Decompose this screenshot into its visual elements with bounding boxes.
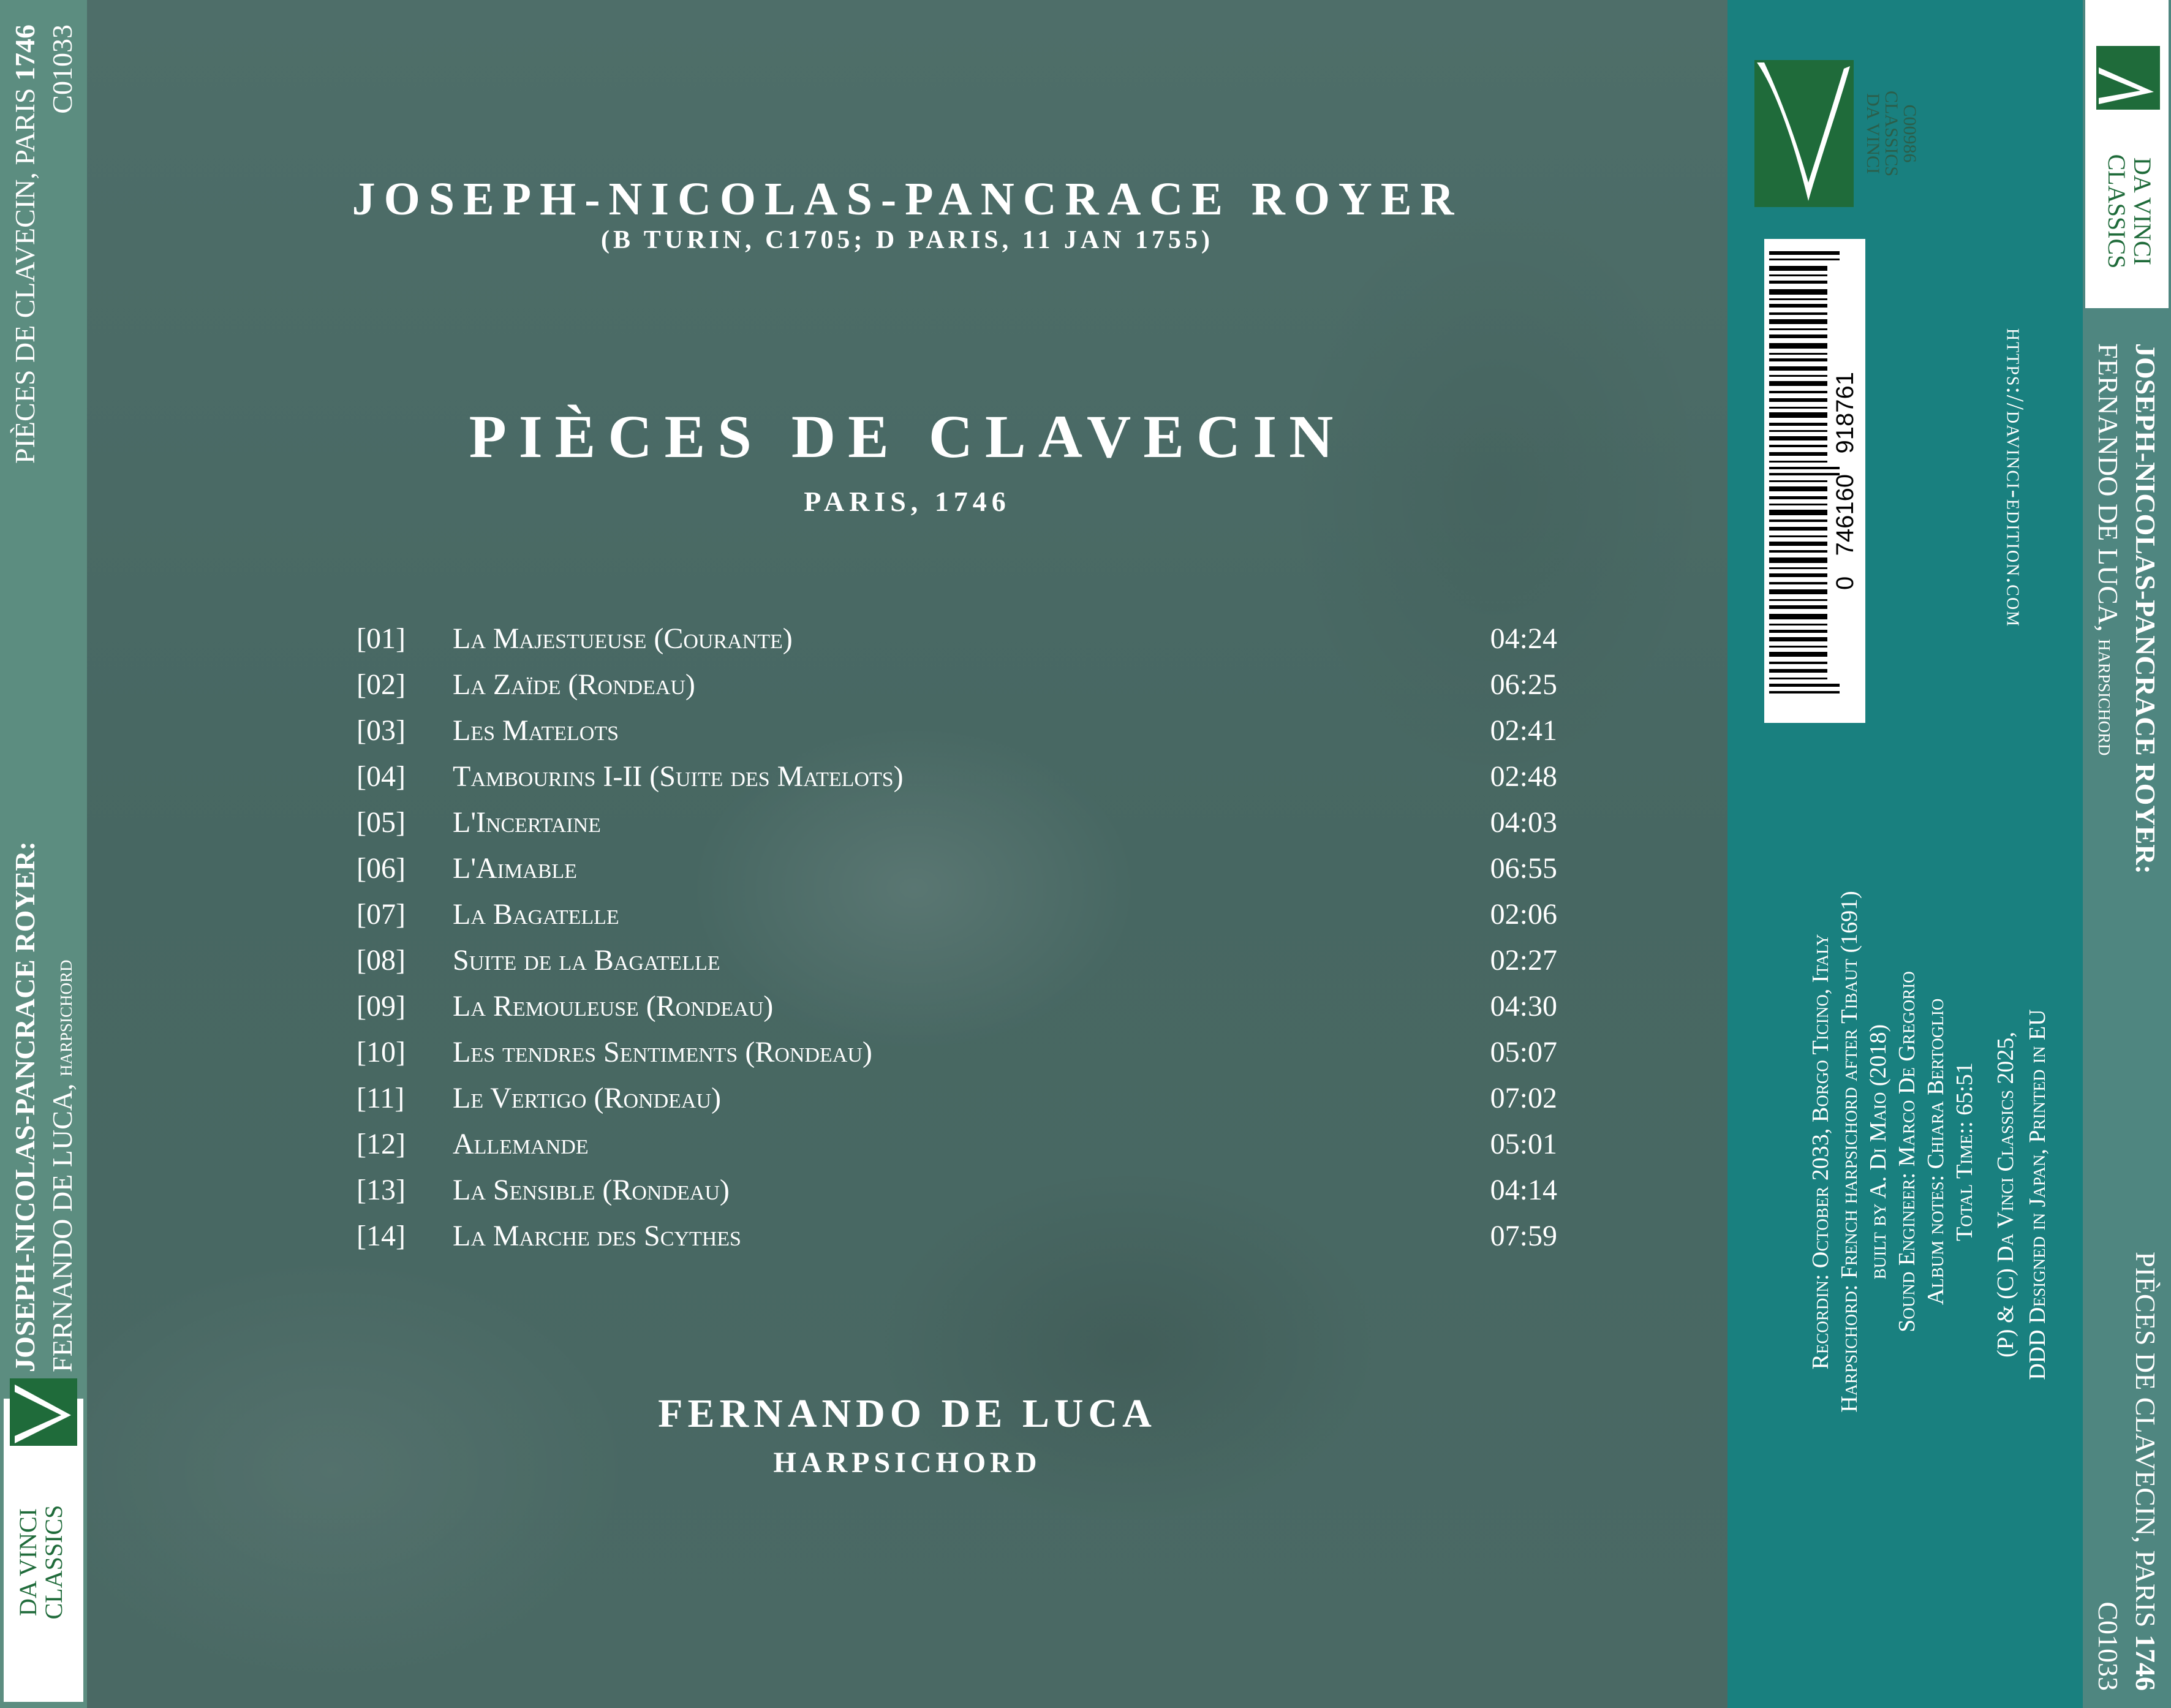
credit-line: Total Time:: 65:51 — [1952, 1062, 1977, 1241]
track-row — [357, 1081, 1557, 1127]
da-vinci-logo-icon — [1752, 54, 1920, 213]
da-vinci-logo-left — [4, 1399, 83, 1702]
track-row — [357, 943, 1557, 989]
composer-name: JOSEPH-NICOLAS-PANCRACE ROYER — [352, 173, 1463, 225]
barcode-digits: 0 746160 918761 — [1832, 372, 1859, 590]
track-title: Suite de la Bagatelle — [453, 944, 720, 977]
logo-text-line1: DA VINCI — [14, 1508, 42, 1616]
track-title: Tambourins I-II (Suite des Matelots) — [453, 760, 904, 793]
track-title: L'Aimable — [453, 852, 577, 885]
track-number: [07] — [357, 898, 406, 931]
copyright-notice — [1990, 919, 2053, 1470]
album-title: PIÈCES DE CLAVECIN — [469, 402, 1346, 470]
track-duration: 04:30 — [1490, 990, 1557, 1022]
track-number: [03] — [357, 714, 406, 747]
left-spine — [0, 0, 87, 1708]
track-title: Le Vertigo (Rondeau) — [453, 1082, 722, 1114]
copyright-line: DDD Designed in Japan, Printed in EU — [2025, 1009, 2050, 1380]
track-row — [357, 989, 1557, 1035]
right-spine — [2083, 0, 2171, 1708]
back-cover-main — [87, 0, 1727, 1708]
track-number: [08] — [357, 944, 406, 977]
track-number: [06] — [357, 852, 406, 885]
track-duration: 05:07 — [1490, 1036, 1557, 1068]
track-list — [357, 622, 1557, 1265]
track-duration: 02:27 — [1490, 944, 1557, 977]
track-row — [357, 714, 1557, 760]
spine-catalog: C01033 — [2093, 1601, 2124, 1691]
track-title: La Majestueuse (Courante) — [453, 622, 793, 655]
track-duration: 07:02 — [1490, 1082, 1557, 1114]
spine-composer-title: JOSEPH-NICOLAS-PANCRACE ROYER: — [2130, 343, 2161, 874]
track-row — [357, 1219, 1557, 1265]
spine-composer-title: JOSEPH-NICOLAS-PANCRACE ROYER: — [9, 841, 40, 1372]
track-row — [357, 760, 1557, 806]
credit-line: Recordin: October 2033, Borgo Ticino, Italy — [1808, 934, 1833, 1370]
performer-name: FERNANDO DE LUCA — [658, 1391, 1157, 1436]
logo-text-line2: CLASSICS — [2103, 154, 2131, 269]
credit-line: Sound Engineer: Marco De Gregorio — [1894, 971, 1920, 1332]
track-row — [357, 806, 1557, 852]
track-number: [13] — [357, 1174, 406, 1206]
logo-text-line2: CLASSICS — [40, 1505, 67, 1620]
left-spine-text — [9, 25, 78, 1372]
logo-text-line1: DA VINCI — [2129, 157, 2156, 265]
track-title: La Sensible (Rondeau) — [453, 1174, 730, 1206]
logo-text-line2: CLASSICS — [1881, 90, 1901, 177]
credit-line: Album notes: Chiara Bertoglio — [1923, 998, 1949, 1306]
barcode — [1764, 239, 1865, 723]
spine-work: PIÈCES DE CLAVECIN, PARIS 1746 — [2130, 1252, 2161, 1691]
track-title: La Zaïde (Rondeau) — [453, 668, 695, 701]
track-title: La Remouleuse (Rondeau) — [453, 990, 774, 1022]
spine-work: PIÈCES DE CLAVECIN, PARIS 1746 — [9, 25, 40, 464]
track-row — [357, 622, 1557, 668]
info-column — [1727, 0, 2083, 1708]
track-duration: 06:55 — [1490, 852, 1557, 885]
track-duration: 04:24 — [1490, 622, 1557, 655]
album-subtitle: PARIS, 1746 — [804, 486, 1011, 517]
da-vinci-logo-right — [2085, 0, 2169, 308]
spine-performer: FERNANDO DE LUCA, harpsichord — [2093, 343, 2124, 756]
track-row — [357, 897, 1557, 943]
track-title: La Marche des Scythes — [453, 1220, 741, 1252]
track-title: Les tendres Sentiments (Rondeau) — [453, 1036, 872, 1068]
spine-performer: FERNANDO DE LUCA, harpsichord — [47, 959, 78, 1372]
track-duration: 04:03 — [1490, 806, 1557, 839]
track-number: [05] — [357, 806, 406, 839]
performer-instrument: HARPSICHORD — [773, 1446, 1041, 1479]
track-duration: 07:59 — [1490, 1220, 1557, 1252]
track-duration: 02:06 — [1490, 898, 1557, 931]
track-row — [357, 1127, 1557, 1173]
logo-catalog-code: C00986 — [1900, 104, 1920, 163]
track-title: Allemande — [453, 1128, 589, 1160]
track-number: [02] — [357, 668, 406, 701]
right-spine-text — [2092, 343, 2162, 1691]
track-row — [357, 668, 1557, 714]
track-number: [11] — [357, 1082, 405, 1114]
track-row — [357, 1173, 1557, 1219]
barcode-icon — [1764, 239, 1865, 723]
recording-credits — [1807, 784, 1979, 1519]
da-vinci-logo-info — [1752, 54, 1920, 213]
copyright-line: (P) & (C) Da Vinci Classics 2025, — [1993, 1032, 2018, 1358]
track-duration: 04:14 — [1490, 1174, 1557, 1206]
track-number: [12] — [357, 1128, 406, 1160]
composer-dates: (B TURIN, C1705; D PARIS, 11 JAN 1755) — [601, 226, 1214, 254]
track-row — [357, 1035, 1557, 1081]
spine-catalog: C01033 — [47, 25, 78, 114]
track-number: [04] — [357, 760, 406, 793]
track-duration: 02:41 — [1490, 714, 1557, 747]
track-number: [10] — [357, 1036, 406, 1068]
credit-line: built by A. Di Maio (2018) — [1865, 1024, 1891, 1280]
website-url[interactable]: https://davinci-edition.com — [2001, 328, 2029, 628]
da-vinci-logo-icon — [4, 1399, 83, 1702]
track-title: L'Incertaine — [453, 806, 601, 839]
credit-line: Harpsichord: French harpsichord after Tibaut (1691) — [1837, 891, 1862, 1413]
track-duration: 02:48 — [1490, 760, 1557, 793]
track-row — [357, 852, 1557, 897]
track-duration: 05:01 — [1490, 1128, 1557, 1160]
track-number: [09] — [357, 990, 406, 1022]
da-vinci-logo-icon — [2085, 0, 2169, 308]
track-duration: 06:25 — [1490, 668, 1557, 701]
logo-text-line1: DA VINCI — [1863, 93, 1883, 174]
track-number: [01] — [357, 622, 406, 655]
track-title: Les Matelots — [453, 714, 619, 747]
track-number: [14] — [357, 1220, 406, 1252]
track-title: La Bagatelle — [453, 898, 619, 931]
